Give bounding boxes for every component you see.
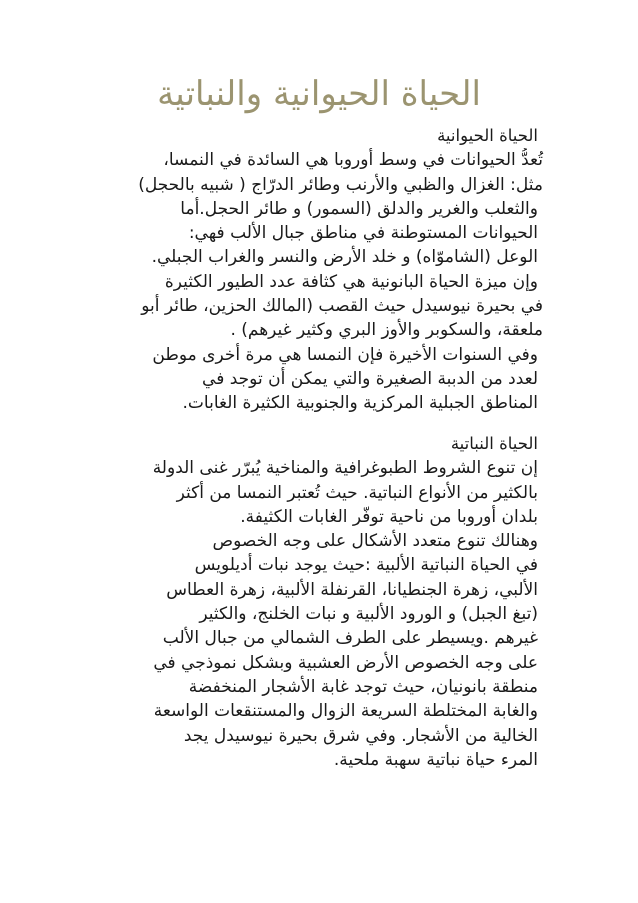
paragraph-line: غيرهم .ويسيطر على الطرف الشمالي من جبال الألب bbox=[162, 628, 538, 649]
paragraph-line: والثعلب والغرير والدلق (السمور) و طائر الحجل.أما bbox=[180, 198, 538, 219]
plant-section-heading: الحياة النباتية bbox=[450, 434, 538, 453]
paragraph-line: بالكثير من الأنواع النباتية. حيث تُعتبر النمسا من أكثر bbox=[176, 482, 538, 503]
paragraph-line: إن تنوع الشروط الطبوغرافية والمناخية يُبرّر غنى الدولة bbox=[152, 458, 538, 479]
paragraph-line: المناطق الجبلية المركزية والجنوبية الكثيرة الغابات. bbox=[182, 393, 538, 414]
paragraph-line: في الحياة النباتية الألبية :حيث يوجد نبات أديلويس bbox=[194, 555, 538, 576]
paragraph-line: لعدد من الدببة الصغيرة والتي يمكن أن توجد في bbox=[202, 368, 538, 389]
plant-life-section bbox=[0, 432, 638, 772]
paragraph-line: (تبغ الجبل) و الورود الألبية و نبات الخلنج، والكثير bbox=[199, 604, 538, 625]
paragraph-line: ملعقة، والسكوبر والأوز البري وكثير غيرهم) . bbox=[230, 320, 543, 341]
paragraph-line: بلدان أوروبا من ناحية توفّر الغابات الكثيفة. bbox=[240, 506, 538, 527]
animal-life-section bbox=[0, 124, 638, 416]
animal-section-heading: الحياة الحيوانية bbox=[437, 126, 538, 145]
paragraph-line: وإن ميزة الحياة البانونية هي كثافة عدد الطيور الكثيرة bbox=[164, 271, 538, 292]
paragraph-line: الألبي، زهرة الجنطيانا، القرنفلة الألبية، زهرة العطاس bbox=[166, 579, 538, 600]
paragraph-line: في بحيرة نيوسيدل حيث القصب (المالك الحزين، طائر أبو bbox=[141, 296, 543, 317]
paragraph-line: الخالية من الأشجار. وفي شرق بحيرة نيوسيدل يجد bbox=[183, 725, 538, 746]
paragraph-line: تُعدُّ الحيوانات في وسط أوروبا هي السائدة في النمسا، bbox=[163, 150, 543, 171]
paragraph-line: وهنالك تنوع متعدد الأشكال على وجه الخصوص bbox=[212, 531, 538, 552]
paragraph-line: الوعل (الشاموّاه) و خلد الأرض والنسر والغراب الجبلي. bbox=[151, 247, 538, 268]
paragraph-line: المرء حياة نباتية سهبة ملحية. bbox=[333, 749, 538, 770]
paragraph-line: منطقة بانونيان، حيث توجد غابة الأشجار المنخفضة bbox=[188, 676, 538, 697]
paragraph-line: وفي السنوات الأخيرة فإن النمسا هي مرة أخرى موطن bbox=[152, 344, 538, 365]
document-title: الحياة الحيوانية والنباتية bbox=[157, 74, 481, 114]
paragraph-line: مثل: الغزال والظبي والأرنب وطائر الدرّاج ( شبيه بالحجل) bbox=[138, 174, 543, 195]
paragraph-line: الحيوانات المستوطنة في مناطق جبال الألب فهي: bbox=[188, 223, 538, 244]
paragraph-line: على وجه الخصوص الأرض العشبية وبشكل نموذجي في bbox=[153, 652, 538, 673]
paragraph-line: والغابة المختلطة السريعة الزوال والمستنقعات الواسعة bbox=[153, 701, 538, 722]
